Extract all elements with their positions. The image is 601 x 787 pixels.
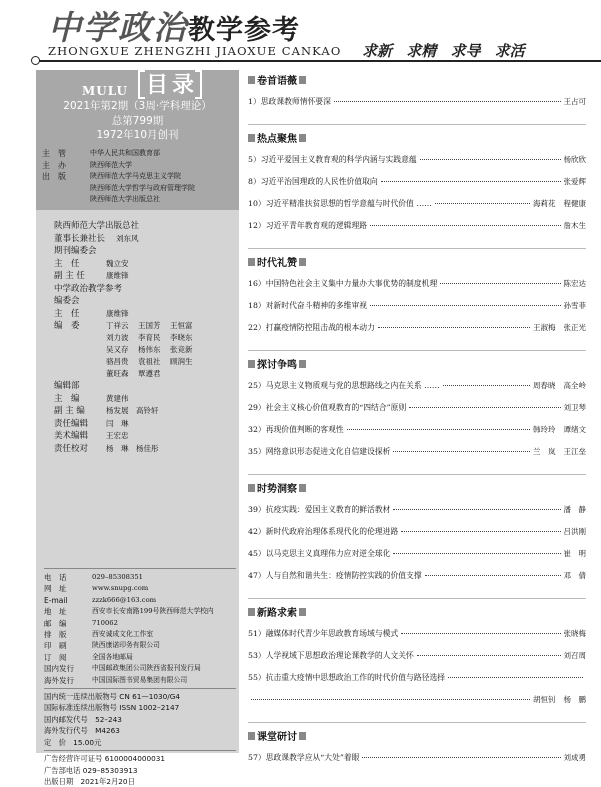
journal-pinyin: ZHONGXUE ZHENGZHI JIAOXUE CANKAO (48, 44, 342, 58)
license-line: 出版日期 2021年2月20日 (44, 776, 135, 786)
section-title: 卷首语薇 (257, 76, 297, 87)
toc-entry-author: 谭绪文 (563, 425, 586, 434)
section-title: 探讨争鸣 (257, 360, 297, 371)
toc-entry[interactable] (248, 322, 586, 333)
editorial-row-key: 责任校对 (54, 443, 89, 454)
masthead (0, 0, 601, 62)
toc-entry-author: 王江垒 (563, 447, 586, 456)
section-heading (248, 130, 306, 145)
committee-member: 顾润生 (170, 357, 193, 366)
toc-entry-title: 32）再现价值判断的客观性 (248, 425, 344, 434)
serial-code: 海外发行代号 M4263 (44, 726, 120, 736)
committee-member: 骆昌贵 (106, 357, 129, 366)
editorial-row-value: 黄建伟 (106, 393, 129, 403)
journal-committee-row (54, 308, 196, 321)
publication-row (42, 183, 195, 195)
toc-entry-title: 45）以马克思主义真理伟力应对逆全球化 (248, 549, 391, 558)
founded-date: 1972年10月创刊 (96, 129, 179, 141)
committee-row (54, 270, 196, 283)
section-title: 热点聚焦 (257, 134, 297, 145)
section-heading (248, 254, 306, 269)
contact-row (44, 583, 236, 594)
toc-entry[interactable] (248, 402, 586, 413)
publication-row-value: 陕西师范大学马克思主义学院 (90, 172, 181, 180)
editorial-row-value: 杨 琳 杨佳彤 (106, 443, 159, 453)
committee-member: 李晓东 (170, 333, 193, 342)
committee-row (54, 258, 196, 271)
toc-entry-author: 潘 静 (563, 505, 586, 514)
section-title: 课堂研讨 (257, 732, 297, 743)
contact-row-key: 地 址 (44, 607, 67, 617)
editorial-rows (54, 393, 196, 456)
contact-row-key: 排 版 (44, 630, 67, 640)
committee-members (106, 320, 196, 380)
editorial-dept: 编辑部 (54, 381, 80, 391)
section-square-icon (248, 360, 255, 368)
toc-entry-author: 吕洪刚 (563, 527, 586, 536)
contact-row (44, 640, 236, 651)
toc-entry-author: 张晓梅 (563, 629, 586, 638)
serial-code: 国内邮发代号 52–243 (44, 714, 122, 724)
toc-leader-dots (420, 159, 561, 160)
toc-entry-title: 35）网络意识形态促进文化自信建设探析 (248, 447, 391, 456)
committee-member: 王国芳 (138, 321, 161, 330)
toc-entry-author: 崔 明 (563, 549, 586, 558)
toc-leader-dots (435, 203, 530, 204)
toc-leader-dots (393, 553, 560, 554)
committee-member: 李育民 (138, 333, 161, 342)
license-line: 广告部电话 029–85303913 (44, 765, 138, 775)
toc-entry-author: 邓 倩 (563, 571, 586, 580)
serial-codes (44, 688, 236, 748)
editorial-row (54, 405, 196, 418)
section-square-icon (299, 360, 306, 368)
committee-member (170, 368, 196, 380)
section-divider (248, 124, 586, 125)
toc-entry-author: 张正光 (563, 323, 586, 332)
publication-row (42, 160, 195, 172)
contact-row-key: E-mail (44, 595, 68, 605)
toc-entry[interactable] (248, 300, 586, 311)
toc-entry[interactable] (248, 548, 586, 559)
contact-row-value: 029–85308351 (92, 573, 143, 581)
total-issue: 总第799期 (111, 115, 164, 127)
toc-entry[interactable] (248, 650, 586, 661)
committee-row-key: 副 主 任 (54, 271, 85, 281)
committee-member: 张竞新 (170, 345, 193, 354)
section-square-icon (299, 76, 306, 84)
editorial-row-key: 责任编辑 (54, 418, 89, 429)
committee-member: 刘力波 (106, 333, 129, 342)
committee-row-value: 魏立安 (106, 258, 129, 268)
editorial-row (54, 418, 196, 431)
contact-row-value: 中国国际图书贸易集团有限公司 (92, 675, 188, 684)
contact-row (44, 652, 236, 663)
toc-leader-dots (393, 509, 560, 510)
journal-committee-sub: 编委会 (54, 296, 80, 306)
contact-row (44, 629, 236, 640)
toc-entry[interactable] (248, 570, 586, 581)
section-title: 时代礼赞 (257, 258, 297, 269)
section-heading (248, 604, 306, 619)
editorial-row-key: 美术编辑 (54, 431, 89, 441)
contact-row (44, 606, 236, 617)
publication-info (42, 148, 195, 206)
committee-member: 王恒富 (170, 321, 193, 330)
toc-entry-author: 程健康 (563, 199, 586, 208)
editorial-row (54, 443, 196, 456)
contact-rows (44, 572, 236, 686)
toc-entry-title: 47）人与自然和谐共生：疫情防控实践的价值支撑 (248, 571, 422, 580)
toc-entry[interactable] (248, 154, 586, 165)
contact-row-key: 电 话 (44, 573, 67, 582)
license-line: 广告经营许可证号 6100004000031 (44, 754, 166, 764)
press-house: 陕西师范大学出版总社 (54, 221, 140, 231)
contact-row (44, 675, 236, 686)
contact-info (44, 568, 236, 787)
toc-entry-title: 55）抗击重大疫情中思想政治工作的时代价值与路径选择 (248, 673, 446, 682)
toc-entry[interactable] (248, 198, 586, 209)
journal-committee: 中学政治教学参考 (54, 283, 123, 294)
committee-member: 杨伟东 (138, 345, 161, 354)
toc-entry-author: 詹木生 (563, 221, 586, 230)
toc-entry-title: 22）打赢疫情防控阻击战的根本动力 (248, 323, 375, 332)
toc-leader-dots (417, 655, 561, 656)
toc-leader-dots (401, 633, 560, 634)
toc-leader-dots (347, 429, 530, 430)
section-divider (248, 474, 586, 475)
journal-committee-row-value: 康维锋 (106, 308, 129, 318)
toc-entry-author: 王占可 (563, 97, 586, 106)
section-square-icon (248, 258, 255, 266)
section-square-icon (299, 484, 306, 492)
toc-entry-author: 周春晓 (533, 381, 556, 390)
contact-row-key: 订 阅 (44, 652, 67, 662)
section-heading (248, 72, 306, 87)
toc-entry[interactable] (248, 96, 586, 107)
mulu-latin: MULU (82, 84, 128, 98)
committee-rows (54, 258, 196, 283)
masthead-rule (36, 60, 601, 62)
committee-row-key: 主 任 (54, 258, 80, 269)
toc-leader-dots (401, 531, 560, 532)
publication-row-key (42, 183, 90, 195)
section-square-icon (248, 608, 255, 616)
editorial-row-value: 王宏忠 (106, 431, 129, 440)
committee-member: 吴又存 (106, 345, 129, 354)
toc-entry[interactable] (248, 424, 586, 435)
contact-row (44, 595, 236, 606)
toc-entry-author: 孙雪菲 (563, 301, 586, 310)
toc-entry-author: 陈宏达 (563, 279, 586, 288)
toc-leader-dots (370, 305, 560, 306)
toc-entry-author: 胡恒钊 (533, 695, 556, 704)
publication-row-key: 主 管 (42, 149, 66, 158)
contact-row-value: 710062 (92, 618, 118, 627)
section-heading (248, 728, 306, 743)
press-committee: 期刊编委会 (54, 246, 97, 256)
section-square-icon (299, 608, 306, 616)
toc-leader-dots (381, 181, 561, 182)
issue-number: 2021年第2期（3周·学科理论） (63, 100, 212, 112)
contact-row-key: 印 刷 (44, 641, 67, 651)
toc-leader-dots (409, 407, 560, 408)
contact-row-value: 西安市长安南路199号陕西师范大学校内 (92, 607, 214, 616)
contact-row-value: 全国各地邮局 (92, 652, 133, 661)
toc-leader-dots (362, 757, 560, 758)
section-square-icon (248, 76, 255, 84)
toc-entry-author: 刘成勇 (563, 753, 586, 762)
editorial-row-value: 杨发展 高铃轩 (106, 406, 159, 415)
toc-entry[interactable] (248, 176, 586, 187)
press-info (54, 220, 196, 455)
section-divider (248, 248, 586, 249)
journal-committee-row-key: 主 任 (54, 308, 80, 319)
committee-member: 覃遵君 (138, 369, 161, 378)
sidebar-header (36, 70, 239, 210)
editorial-row-value: 闫 琳 (106, 418, 129, 428)
toc-leader-dots (425, 575, 561, 576)
publication-row (42, 194, 195, 206)
toc-leader-dots (334, 101, 561, 102)
committee-row-value: 康维锋 (106, 271, 129, 280)
contact-row-key: 邮 编 (44, 618, 67, 628)
serial-code: 定 价 15.00元 (44, 737, 102, 747)
toc-entry[interactable] (248, 220, 586, 231)
toc-entry-author: 刘卫琴 (563, 403, 586, 412)
toc-leader-dots (448, 677, 583, 678)
toc-entry-title: 10）习近平精准扶贫思想的哲学意蕴与时代价值 …… (248, 199, 432, 208)
toc-entry-title: 16）中国特色社会主义集中力量办大事优势的制度机理 (248, 279, 438, 288)
journal-slogan: 求新 求精 求导 求活 (362, 42, 525, 60)
publication-row-value: 中华人民共和国教育部 (90, 149, 160, 157)
toc-entry[interactable] (248, 446, 586, 457)
committee-member: 袁祖社 (138, 357, 161, 366)
toc-entry[interactable] (248, 694, 586, 705)
toc-entry-title: 1）思政课教师情怀要深 (248, 97, 331, 106)
toc-entry[interactable] (248, 752, 586, 763)
publication-row-key (42, 194, 90, 206)
section-square-icon (299, 134, 306, 142)
toc-leader-dots (443, 385, 530, 386)
committee-member: 董旺森 (106, 369, 129, 378)
contact-row-value: zzzk666@163.com (92, 595, 157, 604)
toc-entry-title: 42）新时代政府治理体系现代化的伦理进路 (248, 527, 399, 536)
journal-title-b: 教学参考 (188, 15, 300, 46)
contact-row (44, 618, 236, 629)
toc-leader-dots (251, 699, 530, 700)
section-square-icon (248, 484, 255, 492)
section-title: 新路求索 (257, 608, 297, 619)
contact-row (44, 572, 236, 583)
publication-row-value: 陕西师范大学出版总社 (90, 195, 160, 203)
license-info (44, 750, 236, 787)
sidebar (36, 70, 239, 786)
committee-member: 丁祥云 (106, 321, 129, 330)
toc-leader-dots (393, 451, 530, 452)
serial-code: 国内统一连续出版物号 CN 61—1030/G4 (44, 692, 181, 702)
toc-entry-title: 57）思政课教学应从“大处”着眼 (248, 753, 360, 762)
section-square-icon (299, 732, 306, 740)
toc-entry-title: 25）马克思主义物质观与党的思想路线之内在关系 …… (248, 381, 440, 390)
publication-row-value: 陕西师范大学 (90, 160, 132, 169)
press-chair: 董事长兼社长 刘东风 (54, 233, 139, 244)
section-square-icon (248, 732, 255, 740)
toc-entry-title: 12）习近平青年教育观的逻辑理路 (248, 221, 368, 230)
contact-row-key: 海外发行 (44, 675, 74, 685)
toc-leader-dots (378, 327, 530, 328)
section-divider (248, 598, 586, 599)
contact-row-key: 国内发行 (44, 664, 74, 674)
toc-entry-author: 杨欣欣 (563, 155, 586, 164)
section-heading (248, 480, 306, 495)
toc-entry-author: 高全岭 (563, 381, 586, 390)
contact-row (44, 663, 236, 674)
toc-entry-title: 51）融媒体时代青少年思政教育场域与模式 (248, 629, 399, 638)
toc-entry-author: 张爱辉 (563, 177, 586, 186)
toc-entry[interactable] (248, 526, 586, 537)
toc-entry[interactable] (248, 278, 586, 289)
editorial-row-key: 副 主 编 (54, 406, 85, 416)
toc-entry-title: 5）习近平爱国主义教育观的科学内涵与实践意蕴 (248, 155, 417, 164)
toc-entry[interactable] (248, 380, 586, 391)
journal-committee-rows (54, 308, 196, 321)
publication-row-key: 出 版 (42, 172, 66, 181)
editorial-row (54, 430, 196, 443)
section-heading (248, 356, 306, 371)
toc-entry[interactable] (248, 504, 586, 515)
masthead-circle-ornament (31, 56, 40, 65)
toc-entry-author: 韩玲玲 (533, 425, 556, 434)
toc-entry-author: 兰 岚 (533, 447, 556, 456)
publication-row (42, 171, 195, 183)
toc-entry-author: 海莉花 (533, 199, 556, 208)
toc-leader-dots (440, 283, 560, 284)
toc-leader-dots (370, 225, 560, 226)
journal-title-a: 中学政治 (48, 8, 188, 47)
section-divider (248, 350, 586, 351)
toc-entry-title: 39）抗疫实践：爱国主义教育的鲜活教材 (248, 505, 391, 514)
toc-entry-author: 刘召周 (563, 651, 586, 660)
toc-entry-title: 8）习近平治国理政的人民性价值取向 (248, 177, 378, 186)
contact-row-value: 西安诚成文化工作室 (92, 630, 154, 639)
section-title: 时势洞察 (257, 484, 297, 495)
editorial-row-key: 主 编 (54, 393, 80, 404)
editorial-row (54, 393, 196, 406)
toc-entry-title: 18）对新时代奋斗精神的多维审视 (248, 301, 368, 310)
contact-row-key: 网 址 (44, 584, 67, 594)
serial-code: 国际标准连续出版物号 ISSN 1002–2147 (44, 703, 180, 713)
section-square-icon (248, 134, 255, 142)
toc-entry[interactable] (248, 628, 586, 639)
toc-entry-title: 53）人学视域下思想政治理论课教学的人文关怀 (248, 651, 414, 660)
publication-row (42, 148, 195, 160)
publication-row-key: 主 办 (42, 160, 66, 170)
toc-entry-title: 29）社会主义核心价值观教育的“四结合”原则 (248, 403, 407, 412)
contact-row-value: www.snupg.com (92, 584, 149, 593)
toc-entry-author: 王淑梅 (533, 323, 556, 332)
section-divider (248, 722, 586, 723)
members-label-row: 编 委 (54, 321, 80, 331)
publication-row-value: 陕西师范大学哲学与政府管理学院 (90, 183, 195, 192)
mulu-title: 目录 (146, 68, 198, 99)
contact-row-value: 中国邮政集团公司陕西省报刊发行局 (92, 664, 201, 673)
contact-row-value: 陕西康诺印务有限公司 (92, 641, 160, 650)
toc-entry-author: 杨 鹏 (563, 695, 586, 704)
section-square-icon (299, 258, 306, 266)
journal-title (48, 2, 300, 49)
toc-entry[interactable] (248, 672, 586, 683)
